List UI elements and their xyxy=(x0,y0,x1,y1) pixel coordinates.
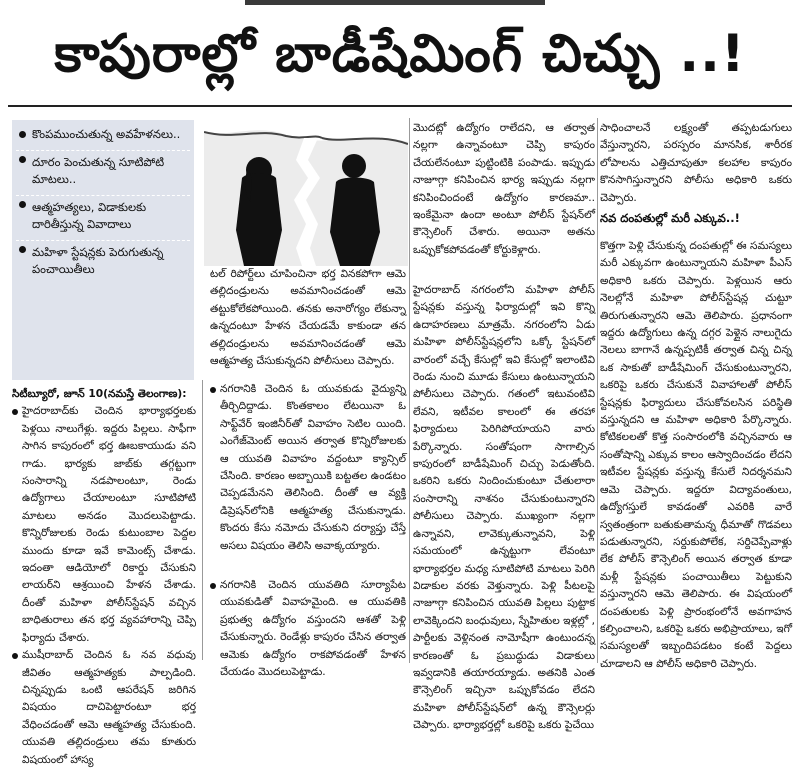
summary-item-text: ఆత్మహత్యలు, విడాకులకు దారితీస్తున్న వివాదాలు xyxy=(32,200,147,231)
summary-item-text: కొంపముంచుతున్న అవహేళనలు.. xyxy=(32,127,181,141)
summary-item xyxy=(16,150,190,188)
summary-item-text: దూరం పెంచుతున్న సూటిపోటి మాటలు.. xyxy=(32,155,165,186)
paragraph: కొత్తగా పెళ్లి చేసుకున్న దంపతుల్లో ఈ సమస్యలు మరీ ఎక్కువగా ఉంటున్నాయని మహిళా పీఎస్‌ అధికారి ఒకరు చెప్పారు. పెళ్లయిన ఆరు నెలల్లోనే మహిళా పోలీస్‌స్టేషన్ల చుట్టూ తిరుగుతున్నారని ఆమె తెలిపారు. ప్రధానంగా ఇద్దరు ఉద్యోగులు ఉన్న దగ్గర పెళ్లైన నాలుగైదు నెలలు బాగానే ఉన్నప్పటికీ తర్వాత చిన్న చిన్న ఒక సాకుతో బాడీషేమింగ్‌ చేసుకుంటున్నారని, ఒకరిపై ఒకరు చేసుకునే వివాహాలతో పోలీస్‌ స్టేషన్లకు ఫిర్యాదులు చేసుకోవలసిన పరిస్థితి వస్తున్నదని ఆ మహిళా అధికారి పేర్కొన్నారు. కోటికలలతో కొత్త సంసారంలోకి వచ్చినవారు ఆ సంతోషాన్ని ఎక్కువ కాలం ఆస్వాదించడం లేదని ఇటీవల స్టేషన్లకు వస్తున్న కేసులే నిదర్శనమని ఆమె చెప్పారు. ఇద్దరూ విద్యావంతులు, ఉద్యోగస్తులే కావడంతో ఎవరికి వారే స్వతంత్రంగా బతుకుతామన్న ధీమాతో గొడవలు పడుతున్నారని, సర్దుకుపోలేక, సర్దిచెప్పేవాళ్లు లేక పోలీస్‌ కౌన్సెలింగ్‌ అయిన తర్వాత కూడా మళ్లీ స్టేషన్లకు పంచాయితీలు పెట్టుకుని వస్తున్నారని ఆమె తెలిపారు. ఈ విషయంలో దంపతులకు పెళ్లి ప్రారంభంలోనే అవగాహన కల్పించాలని, ఒకరిపై ఒకరు అభిప్రాయాలు, ఇగో సమస్యలతో ఇబ్బందిపడటం కంటే పెద్దలు చూడాలని ఆ పోలీస్‌ అధికారి చెప్పారు. xyxy=(600,240,792,670)
column-rule xyxy=(202,380,203,660)
top-bar xyxy=(245,0,545,5)
bullet-icon xyxy=(19,131,26,138)
summary-box xyxy=(12,120,194,380)
bullet-icon xyxy=(19,156,26,163)
paragraph: హైదరాబాద్‌కు చెందిన భార్యాభర్తలకు పెళ్లయి నాలుగేళ్లు. ఇద్దరు పిల్లలు. సాఫీగా సాగిన కాపురంలో భర్త ఊబకాయుడు వని గాడు. భార్యకు జాబ్‌కు తగ్గట్టుగా సంసారాన్ని నడపాలంటూ, రెండు ఉద్యోగాలు చేయాలంటూ సూటిపోటి మాటలు అనడం మొదలుపెట్టాడు. కొన్నిరోజులకు రెండు కుటుంబాల పెద్దల ముందు కూడా ఇవే కామెంట్స్‌ చేశాడు. ఇదంతా ఆడియోలో రికార్డు చేసుకుని లాయర్‌ని ఆశ్రయించి హేళన చేశాడు. దీంతో మహిళా పోలీస్‌స్టేషన్‌ వచ్చిన బాధితురాలు తన భర్త వ్యవహారాన్ని చెప్పి ఫిర్యాదు చేశారు. xyxy=(12,403,196,647)
dateline: సిటీబ్యూరో, జూన్‌ 10(నమస్తే తెలంగాణ): xyxy=(12,388,187,400)
subheading xyxy=(600,210,792,227)
summary-item-text: మహిళా స్టేషన్లకు పెరుగుతున్న పంచాయితీలు xyxy=(32,245,164,276)
article-column-4-part xyxy=(600,238,792,673)
paragraph: మొదట్లో ఉద్యోగం రాలేదని, ఆ తర్వాత నల్లగా ఉన్నావంటూ చెప్పి కాపురం చేయలేనంటూ పుట్టింటికి పంపాడు. ఇప్పుడు నాజూగ్గా కనిపించిన భార్య ఇప్పుడు నల్లగా కనిపించిందంటే ఉద్యోగం కారణమా.. ఇంకేమైనా ఉందా అంటూ పోలీస్‌ స్టేషన్‌లో కౌన్సెలింగ్‌ చేశారు. అయినా అతను ఒప్పుకోకపోవడంతో కోర్టుకెళ్లారు. xyxy=(413,122,595,256)
article-column-2 xyxy=(210,266,406,370)
article-column-1 xyxy=(12,386,196,769)
summary-item xyxy=(16,126,190,143)
summary-item xyxy=(16,240,190,278)
paragraph: ముషీరాబాద్‌ చెందిన ఓ నవ వధువు జీవితం ఆత్మహత్యకు పాల్పడింది. చిన్నప్పుడు ఒంటి ఆపరేషన్‌ జరిగిన విషయం దాచిపెట్టారంటూ భర్త వేధించడంతో ఆమె ఆత్మహత్య చేసుకుంది. యువతి తల్లిదండ్రులు తమ కూతురు విషయంలో హాస్య xyxy=(12,647,196,769)
paragraph: టల్‌ రిపోర్ట్‌లు చూపించినా భర్త వినకపోగా ఆమె తల్లిదండ్రులను అవమానించడంతో ఆమె తట్టుకోలేకపోయింది. తనకు అనారోగ్యం లేకున్నా ఉన్నదంటూ హేళన చేయడమే కాకుండా తన తల్లిదండ్రులను అవమానించడంతో ఆమె ఆత్మహత్య చేసుకున్నదని పోలీసులు చెప్పారు. xyxy=(210,268,406,368)
article-column-2-part xyxy=(210,381,406,555)
article-column-4 xyxy=(600,120,792,207)
bullet-icon xyxy=(19,246,26,253)
bullet-icon xyxy=(19,201,26,208)
paragraph: నగరానికి చెందిన యువతిది సూర్యాపేట యువకుడితో వివాహమైంది. ఆ యువతికి ప్రభుత్వ ఉద్యోగం వస్తుందని ఆశతో పెళ్లి చేసుకున్నారు. రెండేళ్లు కాపురం చేసిన తర్వాత ఆమెకు ఉద్యోగం రాకపోవడంతో హేళన చేయడం మొదలుపెట్టాడు. xyxy=(210,577,406,681)
column-rule xyxy=(409,118,410,663)
article-column-2-part xyxy=(210,577,406,681)
couple-silhouette-image xyxy=(204,120,408,266)
article-column-3-part xyxy=(413,282,595,735)
headline: కాపురాల్లో బాడీషేమింగ్‌ చిచ్చు ..! xyxy=(54,24,746,84)
column-rule xyxy=(597,118,598,663)
subheading-text: నవ దంపతుల్లో మరీ ఎక్కువ..! xyxy=(600,211,740,225)
paragraph: సాధించాలనే లక్ష్యంతో తప్పటడుగులు వేస్తున్నారని, పరస్పరం మానసిక, శారీరక లోపాలను ఎత్తిచూపుతూ కలహాల కాపురం కొనసాగిస్తున్నారని పోలీసు అధికారి ఒకరు చెప్పారు. xyxy=(600,122,792,204)
torn-photo-icon xyxy=(204,120,408,266)
paragraph: నగరానికి చెందిన ఓ యువకుడు వైద్యున్ని తీర్చిదిద్దాడు. కొంతకాలం లేటయినా ఓ సాఫ్ట్‌వేర్‌ ఇంజినీర్‌తో వివాహం సెటిల యింది. ఎంగేజ్‌మెంట్‌ అయిన తర్వాత కొన్నిరోజులకు ఆ యువతి వివాహం వద్దంటూ క్యాన్సిల్‌ చేసింది. కారణం అబ్బాయికి బట్టతల ఉండటం చెప్పడమేనని తెలిసింది. దీంతో ఆ వ్యక్తి డిప్రెషన్‌లోనికి ఆత్మహత్య చేసుకున్నాడు. కొందరు కేసు నమోదు చేసుకుని దర్యాప్తు చేస్తే అసలు విషయం తెలిసి అవాక్కయ్యారు. xyxy=(210,381,406,555)
article-column-3 xyxy=(413,120,595,259)
summary-item xyxy=(16,195,190,233)
headline-divider xyxy=(8,105,792,107)
paragraph: హైదరాబాద్‌ నగరంలోని మహిళా పోలీస్‌ స్టేషన్లకు వస్తున్న ఫిర్యాదుల్లో ఇవి కొన్ని ఉదాహరణలు మాత్రమే. నగరంలోని ఏడు మహిళా పోలీస్‌స్టేషన్లలోని ఒక్కో స్టేషన్‌లో వారంలో వచ్చే కేసుల్లో ఇవి కేసుల్లో ఇలాంటివి రెండు నుంచి మూడు కేసులు ఉంటున్నాయని పోలీసులు చెప్పారు. గతంలో ఇటువంటివి లేవని, ఇటీవల కాలంలో ఈ తరహా ఫిర్యాదులు పెరిగిపోయాయని వారు పేర్కొన్నారు. సంతోషంగా సాగాల్సిన కాపురంలో బాడీషేమింగ్‌ చిచ్చు పెడుతోంది. ఒకరిని ఒకరు నిందించుకుంటూ చేతులారా సంసారాన్ని నాశనం చేసుకుంటున్నారని పోలీసులు చెప్పారు. ముఖ్యంగా నల్లగా ఉన్నావని, లావెక్కుతున్నావని, పెళ్లి సమయంలో ఉన్నట్టుగా లేవంటూ భార్యాభర్తల మధ్య సూటిపోటి మాటలు పెరిగి విడాకుల వరకు వెళ్తున్నారు. పెళ్లి పీటలపై నాజూగ్గా కనిపించిన యువతి పిల్లలు పుట్టాక లావెక్కిందని బంధువులు, స్నేహితుల ఇళ్లల్లో , పార్టీలకు వెళ్లినంత నామోషీగా ఉంటుందన్న కారణంతో ఓ ప్రబుద్ధుడు విడాకులు ఇవ్వడానికి తయారయ్యాడు. అతనికి ఎంత కౌన్సెలింగ్‌ ఇచ్చినా ఒప్పుకోవడం లేదని మహిళా పోలీస్‌స్టేషన్‌లో ఉన్న కౌన్సెలర్లు చెప్పారు. భార్యాభర్తల్లో ఒకరిపై ఒకరు పైచేయి xyxy=(413,284,595,732)
